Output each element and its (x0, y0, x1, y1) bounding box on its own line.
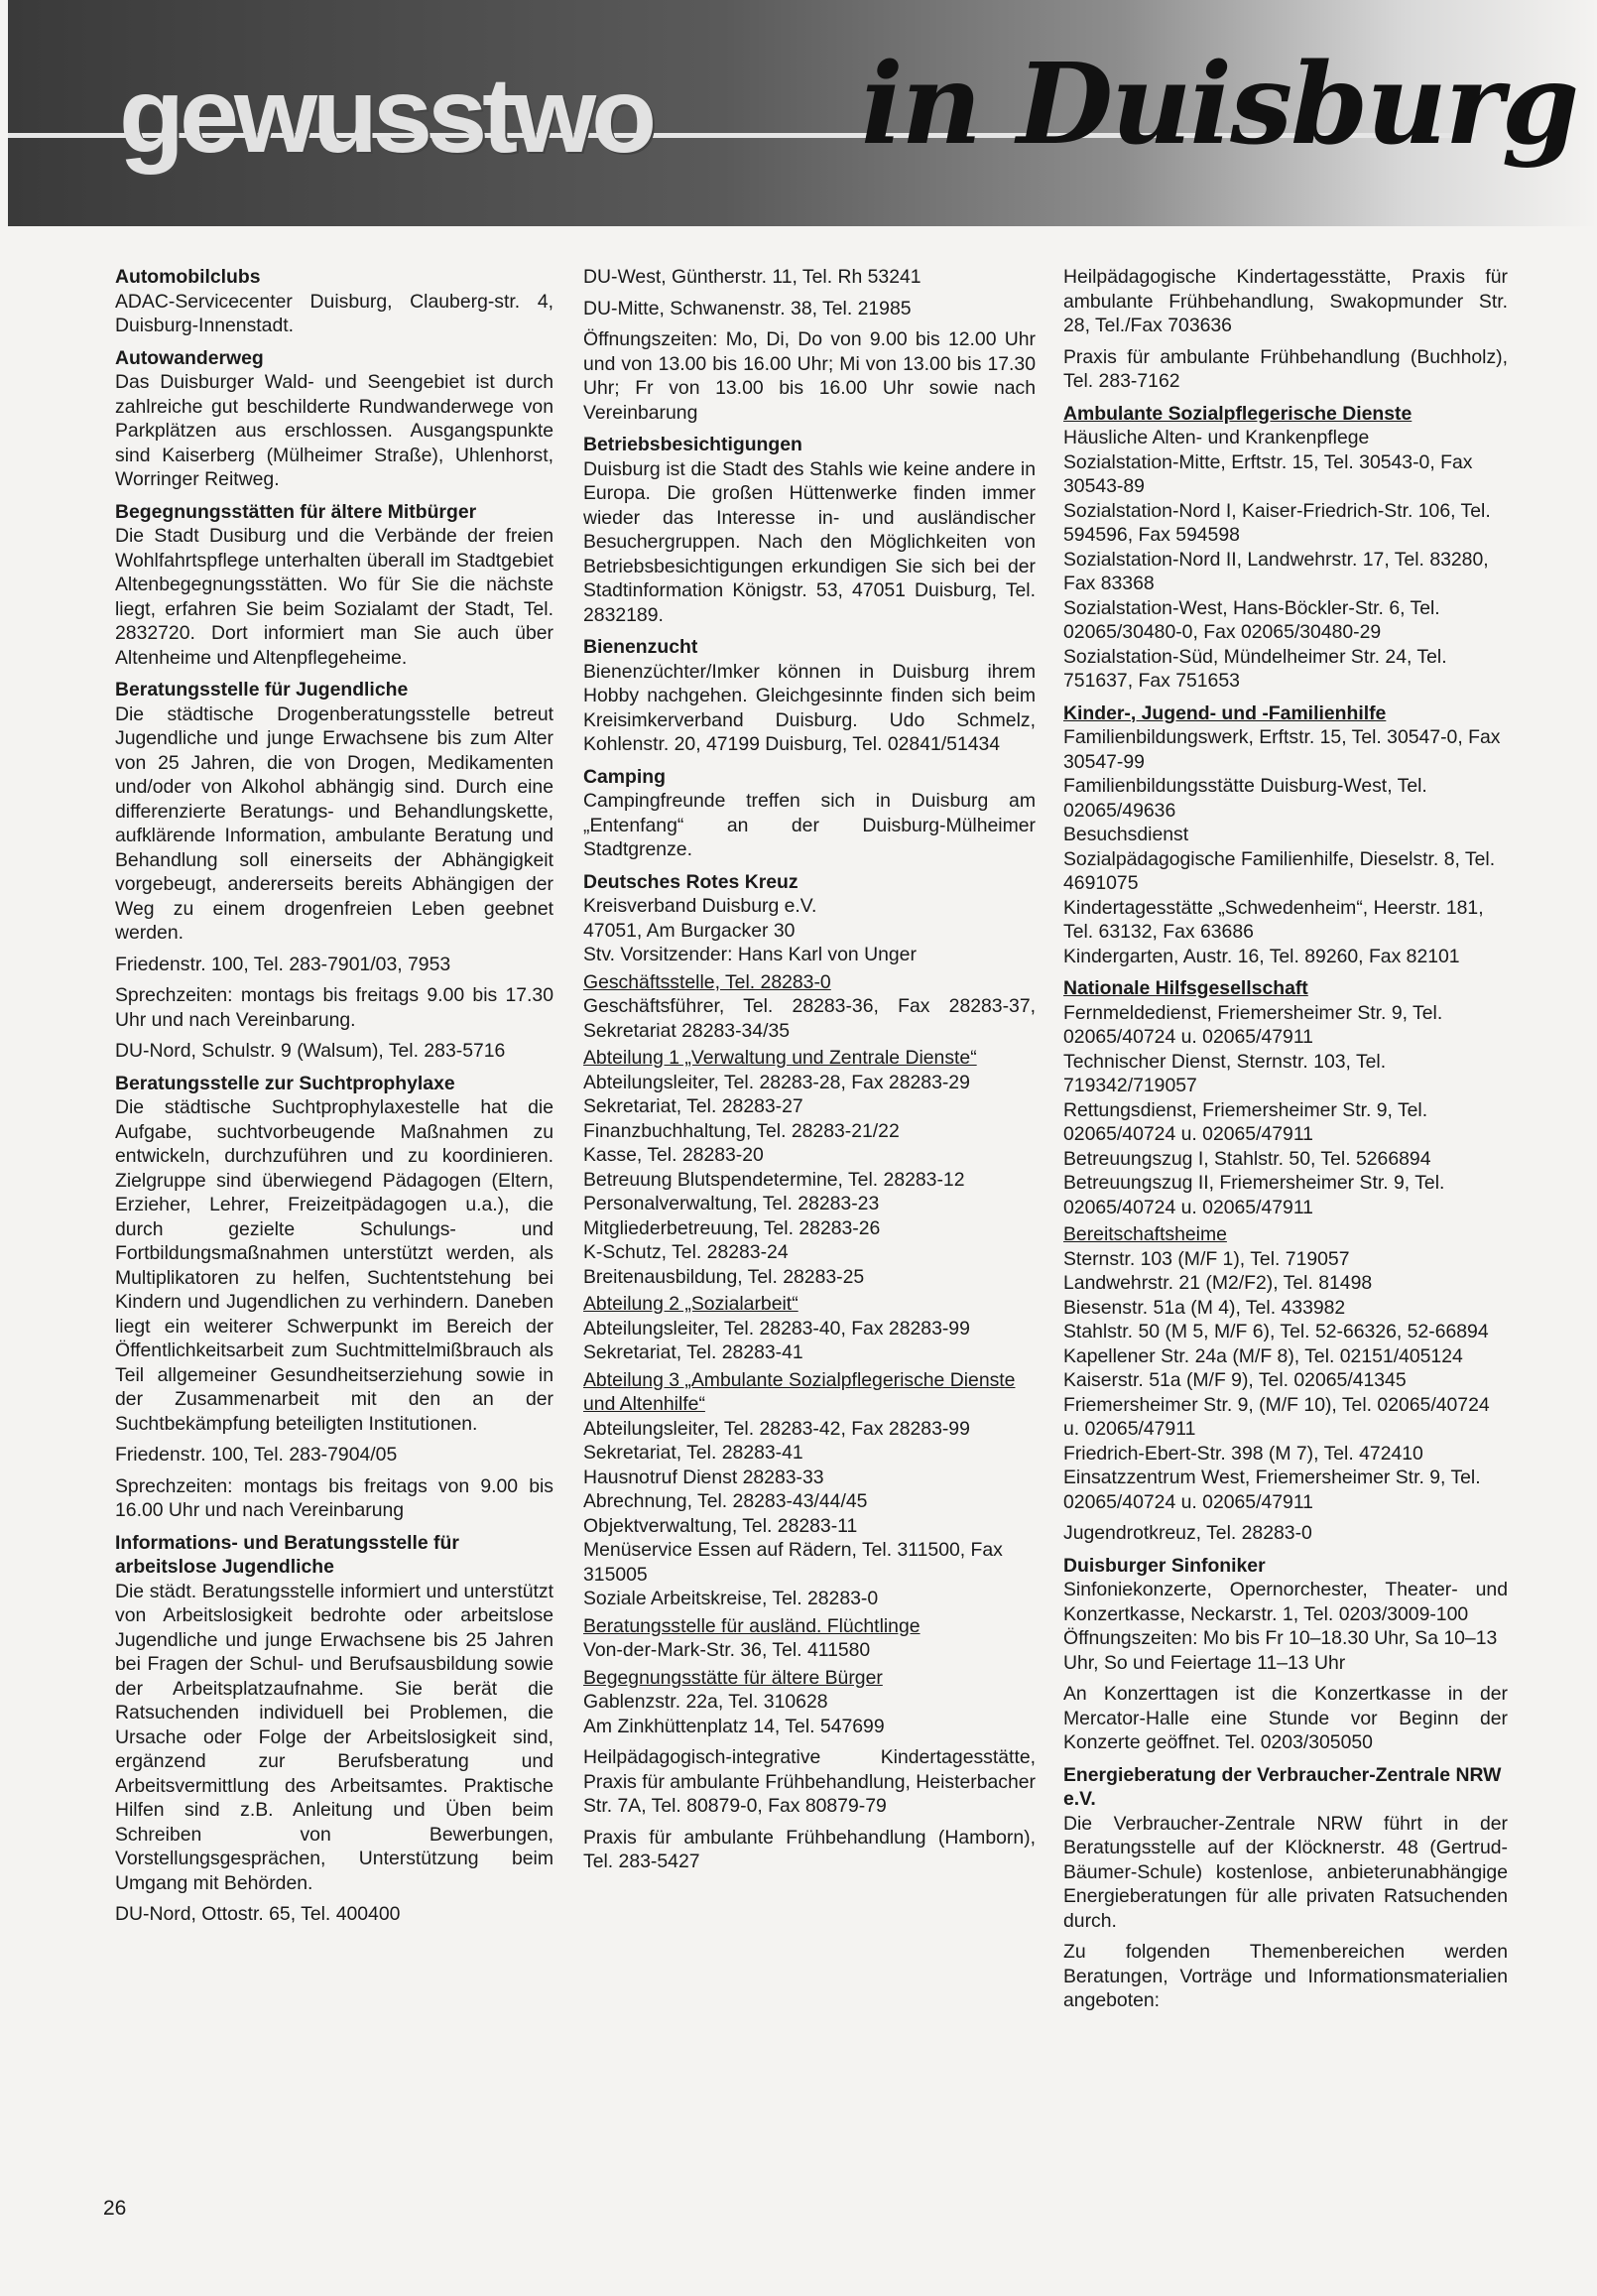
paragraph: DU-West, Güntherstr. 11, Tel. Rh 53241 (583, 266, 921, 288)
text-line: Menüservice Essen auf Rädern, Tel. 311500, Fax 315005 (583, 1539, 1003, 1586)
paragraph: Die städt. Beratungsstelle informiert und unterstützt von Arbeitslosigkeit bedrohte oder arbeitslose Jugendliche und junge Erwachsene bis 25 Jahren bei Fragen der Schul- und Berufsausbildung sowie der Arbeitsplatzaufnahme. Sie berät die Ratsuchenden individuell bei Problemen, die Ursache oder Folge der Arbeitslosigkeit sind, ergänzend zur Berufsberatung und Arbeitsvermittlung des Arbeitsamtes. Praktische Hilfen sind z.B. Anleitung und Üben beim Schreiben von Bewerbungen, Vorstellungsgesprächen, Unterstützung beim Umgang mit Behörden. (115, 1580, 553, 1894)
paragraph: An Konzerttagen ist die Konzertkasse in der Mercator-Halle eine Stunde vor Beginn der Konzerte geöffnet. Tel. 0203/305050 (1063, 1683, 1508, 1753)
column-middle (583, 265, 1036, 1874)
paragraph: DU-Nord, Ottostr. 65, Tel. 400400 (115, 1903, 401, 1925)
subsection-heading: Nationale Hilfsgesellschaft (1063, 977, 1308, 999)
paragraph: ADAC-Servicecenter Duisburg, Clauberg-str. 4, Duisburg-Innenstadt. (115, 290, 553, 336)
text-line: Breitenausbildung, Tel. 28283-25 (583, 1265, 865, 1288)
paragraph: Friedenstr. 100, Tel. 283-7901/03, 7953 (115, 953, 451, 975)
paragraph: Heilpädagogisch-integrative Kindertagesstätte, Praxis für ambulante Frühbehandlung, Heisterbacher Str. 7A, Tel. 80879-0, Fax 80879-79 (583, 1746, 1036, 1817)
text-line: Familienbildungsstätte Duisburg-West, Tel. 02065/49636 (1063, 775, 1427, 822)
text-line: Kaiserstr. 51a (M/F 9), Tel. 02065/41345 (1063, 1369, 1407, 1391)
subsection-heading: Geschäftsstelle, Tel. 28283-0 (583, 970, 831, 993)
paragraph: Duisburg ist die Stadt des Stahls wie keine andere in Europa. Die großen Hüttenwerke finden immer wieder das Interesse in- und ausländischer Besuchergruppen. Nach den Möglichkeiten von Betriebsbesichtigungen erkundigen Sie sich bei der Stadtinformation Königstr. 53, 47051 Duisburg, Tel. 2832189. (583, 457, 1036, 626)
text-line: Kreisverband Duisburg e.V. (583, 895, 817, 917)
paragraph: Das Duisburger Wald- und Seengebiet ist durch zahlreiche gut beschilderte Rundwanderwege von Parkplätzen aus erschlossen. Ausgangspunkte sind Kaiserberg (Mülheimer Straße), Uhlenhorst, Worringer Reitweg. (115, 371, 553, 490)
text-line: Hausnotruf Dienst 28283-33 (583, 1466, 824, 1488)
text-line: Betreuungszug II, Friemersheimer Str. 9, Tel. 02065/40724 u. 02065/47911 (1063, 1172, 1445, 1218)
text-line: Von-der-Mark-Str. 36, Tel. 411580 (583, 1639, 871, 1661)
text-line: Biesenstr. 51a (M 4), Tel. 433982 (1063, 1296, 1346, 1319)
text-line: Sozialstation-Nord I, Kaiser-Friedrich-Str. 106, Tel. 594596, Fax 594598 (1063, 499, 1491, 546)
text-line: Objektverwaltung, Tel. 28283-11 (583, 1514, 858, 1537)
subsection-heading: Begegnungsstätte für ältere Bürger (583, 1666, 883, 1689)
text-line: Besuchsdienst (1063, 824, 1189, 845)
text-line: Rettungsdienst, Friemersheimer Str. 9, Tel. 02065/40724 u. 02065/47911 (1063, 1098, 1428, 1145)
text-line: Familienbildungswerk, Erftstr. 15, Tel. 30547-0, Fax 30547-99 (1063, 726, 1501, 773)
section-heading: Begegnungsstätten für ältere Mitbürger (115, 500, 477, 523)
text-line: Personalverwaltung, Tel. 28283-23 (583, 1193, 880, 1214)
text-line: Sekretariat, Tel. 28283-41 (583, 1341, 803, 1363)
text-line: Kindergarten, Austr. 16, Tel. 89260, Fax 82101 (1063, 945, 1460, 967)
text-line: Soziale Arbeitskreise, Tel. 28283-0 (583, 1588, 879, 1609)
section-heading: Bienenzucht (583, 636, 698, 658)
text-line: Abteilungsleiter, Tel. 28283-40, Fax 28283-99 (583, 1317, 970, 1339)
subsection-heading: Beratungsstelle für ausländ. Flüchtlinge (583, 1614, 921, 1637)
section-heading: Beratungsstelle zur Suchtprophylaxe (115, 1072, 455, 1094)
section-heading: Camping (583, 765, 666, 788)
text-line: Sozialstation-Nord II, Landwehrstr. 17, Tel. 83280, Fax 83368 (1063, 548, 1489, 594)
text-line: Gablenzstr. 22a, Tel. 310628 (583, 1691, 828, 1713)
paragraph: Jugendrotkreuz, Tel. 28283-0 (1063, 1522, 1312, 1544)
paragraph: Die städtische Drogenberatungsstelle betreut Jugendliche und junge Erwachsene bis zum Alter von 25 Jahren, die von Drogen, Medikamenten und/oder von Alkohol abhängig sind. Durch eine differenzierte Beratungs- und Behandlungskette, aufklärende Information, ambulante Beratung und Behandlung soll einerseits der Abhängigkeit vorgebeugt, andererseits bereits Abhängigen der Weg zu einem drogenfreien Leben geebnet werden. (115, 702, 553, 944)
paragraph: Die städtische Suchtprophylaxestelle hat die Aufgabe, suchtvorbeugende Maßnahmen zu entwickeln, durchzuführen und zu koordinieren. Zielgruppe sind überwiegend Pädagogen (Eltern, Erzieher, Lehrer, Freizeitpädagogen u.a.), die durch gezielte Schulungs- und Fortbildungsmaßnahmen unterstützt werden, als Multiplikatoren zu helfen, Suchtentstehung bei Kindern und Jugendlichen zu verhindern. Daneben liegt ein weiterer Schwerpunkt im Bereich der Öffentlichkeitsarbeit zum Suchtmittelmißbrauch als Teil allgemeiner Gesundheitserziehung sowie in der Zusammenarbeit mit den an der Suchtbekämpfung beteiligten Institutionen. (115, 1096, 553, 1435)
text-line: Betreuung Blutspendetermine, Tel. 28283-12 (583, 1168, 965, 1191)
paragraph: Öffnungszeiten: Mo, Di, Do von 9.00 bis 12.00 Uhr und von 13.00 bis 16.00 Uhr; Mi von 13.00 bis 17.30 Uhr; Fr von 13.00 bis 16.00 Uhr sowie nach Vereinbarung (583, 328, 1036, 424)
text-line: Landwehrstr. 21 (M2/F2), Tel. 81498 (1063, 1272, 1373, 1294)
text-line: Sozialstation-Süd, Mündelheimer Str. 24, Tel. 751637, Fax 751653 (1063, 645, 1447, 692)
text-line: Am Zinkhüttenplatz 14, Tel. 547699 (583, 1715, 885, 1737)
section-heading: Duisburger Sinfoniker (1063, 1554, 1266, 1577)
text-line: Stv. Vorsitzender: Hans Karl von Unger (583, 944, 917, 965)
text-line: Einsatzzentrum West, Friemersheimer Str. 9, Tel. 02065/40724 u. 02065/47911 (1063, 1467, 1481, 1513)
paragraph: Sinfoniekonzerte, Opernorchester, Theater- und Konzertkasse, Neckarstr. 1, Tel. 0203/3009-100 (1063, 1579, 1508, 1625)
text-line: Öffnungszeiten: Mo bis Fr 10–18.30 Uhr, Sa 10–13 Uhr, So und Feiertage 11–13 Uhr (1063, 1627, 1498, 1674)
paragraph: Die Verbraucher-Zentrale NRW führt in der Beratungsstelle auf der Klöcknerstr. 48 (Gertrud-Bäumer-Schule) kostenlose, anbieterunabhängige Energieberatungen für alle privaten Ratsuchenden durch. (1063, 1812, 1508, 1932)
subsection-heading: Bereitschaftsheime (1063, 1223, 1227, 1245)
text-line: Kasse, Tel. 28283-20 (583, 1144, 764, 1166)
text-line: Mitgliederbetreuung, Tel. 28283-26 (583, 1216, 881, 1239)
page-number: 26 (103, 2197, 127, 2220)
subsection-heading: Abteilung 1 „Verwaltung und Zentrale Dienste“ (583, 1047, 977, 1069)
text-line: Sozialstation-West, Hans-Böckler-Str. 6, Tel. 02065/30480-0, Fax 02065/30480-29 (1063, 596, 1440, 643)
text-line: Kapellener Str. 24a (M/F 8), Tel. 02151/405124 (1063, 1344, 1463, 1367)
text-line: Abteilungsleiter, Tel. 28283-28, Fax 28283-29 (583, 1071, 970, 1093)
section-heading: Deutsches Rotes Kreuz (583, 870, 798, 893)
text-line: K-Schutz, Tel. 28283-24 (583, 1241, 789, 1263)
paragraph: DU-Nord, Schulstr. 9 (Walsum), Tel. 283-5716 (115, 1040, 506, 1062)
text-line: Finanzbuchhaltung, Tel. 28283-21/22 (583, 1119, 900, 1142)
subsection-heading: Abteilung 2 „Sozialarbeit“ (583, 1293, 798, 1315)
text-line: Abteilungsleiter, Tel. 28283-42, Fax 28283-99 (583, 1417, 970, 1440)
paragraph: Zu folgenden Themenbereichen werden Beratungen, Vorträge und Informationsmaterialien angeboten: (1063, 1941, 1508, 2011)
text-line: Stahlstr. 50 (M 5, M/F 6), Tel. 52-66326, 52-66894 (1063, 1321, 1489, 1342)
subsection-heading: Kinder-, Jugend- und -Familienhilfe (1063, 702, 1387, 724)
paragraph: Heilpädagogische Kindertagesstätte, Praxis für ambulante Frühbehandlung, Swakopmunder Str. 28, Tel./Fax 703636 (1063, 266, 1508, 336)
text-line: Sekretariat, Tel. 28283-27 (583, 1095, 803, 1117)
text-line: Sekretariat, Tel. 28283-41 (583, 1442, 803, 1464)
subsection-heading: Ambulante Sozialpflegerische Dienste (1063, 402, 1413, 425)
section-heading: Informations- und Beratungsstelle für arbeitslose Jugendliche (115, 1531, 459, 1578)
paragraph: Sprechzeiten: montags bis freitags von 9.00 bis 16.00 Uhr und nach Vereinbarung (115, 1474, 553, 1521)
brand-gewusstwo: gewusstwo (119, 55, 653, 175)
section-heading: Energieberatung der Verbraucher-Zentrale NRW e.V. (1063, 1763, 1502, 1810)
brand-in-duisburg: in Duisburg (861, 40, 1578, 170)
paragraph: Campingfreunde treffen sich in Duisburg am „Entenfang“ an der Duisburg-Mülheimer Stadtgrenze. (583, 790, 1036, 860)
paragraph: Sprechzeiten: montags bis freitags 9.00 bis 17.30 Uhr und nach Vereinbarung. (115, 984, 553, 1031)
subsection-heading: Abteilung 3 „Ambulante Sozialpflegerische Dienste und Altenhilfe“ (583, 1368, 1016, 1415)
section-heading: Automobilclubs (115, 266, 261, 288)
column-left (115, 265, 553, 1927)
paragraph: Die Stadt Dusiburg und die Verbände der freien Wohlfahrtspflege unterhalten überall im Stadtgebiet Altenbegegnungsstätten. Wo für Sie die nächste liegt, erfahren Sie beim Sozialamt der Stadt, Tel. 2832720. Dort informiert man Sie auch über Altenheime und Altenpflegeheime. (115, 525, 553, 669)
paragraph: Friedenstr. 100, Tel. 283-7904/05 (115, 1444, 398, 1466)
text-line: Friedrich-Ebert-Str. 398 (M 7), Tel. 472410 (1063, 1442, 1423, 1465)
text-line: 47051, Am Burgacker 30 (583, 919, 796, 942)
text-line: Technischer Dienst, Sternstr. 103, Tel. 719342/719057 (1063, 1050, 1387, 1096)
text-line: Sternstr. 103 (M/F 1), Tel. 719057 (1063, 1247, 1350, 1270)
paragraph: Geschäftsführer, Tel. 28283-36, Fax 28283-37, Sekretariat 28283-34/35 (583, 995, 1036, 1042)
section-heading: Betriebsbesichtigungen (583, 434, 802, 455)
paragraph: Bienenzüchter/Imker können in Duisburg ihrem Hobby nachgehen. Gleichgesinnte finden sich beim Kreisimkerverband Duisburg. Udo Schmelz, Kohlenstr. 20, 47199 Duisburg, Tel. 02841/51434 (583, 660, 1036, 755)
section-heading: Autowanderweg (115, 346, 264, 369)
text-line: Kindertagesstätte „Schwedenheim“, Heerstr. 181, Tel. 63132, Fax 63686 (1063, 896, 1484, 943)
paragraph: Praxis für ambulante Frühbehandlung (Buchholz), Tel. 283-7162 (1063, 345, 1508, 392)
section-heading: Beratungsstelle für Jugendliche (115, 679, 409, 701)
text-line: Sozialpädagogische Familienhilfe, Dieselstr. 8, Tel. 4691075 (1063, 847, 1496, 894)
text-line: Abrechnung, Tel. 28283-43/44/45 (583, 1490, 868, 1512)
text-line: Häusliche Alten- und Krankenpflege (1063, 427, 1370, 448)
text-line: Sozialstation-Mitte, Erftstr. 15, Tel. 30543-0, Fax 30543-89 (1063, 450, 1473, 497)
text-line: Betreuungszug I, Stahlstr. 50, Tel. 5266894 (1063, 1147, 1431, 1170)
paragraph: Praxis für ambulante Frühbehandlung (Hamborn), Tel. 283-5427 (583, 1826, 1036, 1872)
text-line: Fernmeldedienst, Friemersheimer Str. 9, Tel. 02065/40724 u. 02065/47911 (1063, 1001, 1443, 1048)
text-line: Friemersheimer Str. 9, (M/F 10), Tel. 02065/40724 u. 02065/47911 (1063, 1393, 1490, 1440)
column-right (1063, 265, 1508, 2013)
paragraph: DU-Mitte, Schwanenstr. 38, Tel. 21985 (583, 297, 912, 319)
